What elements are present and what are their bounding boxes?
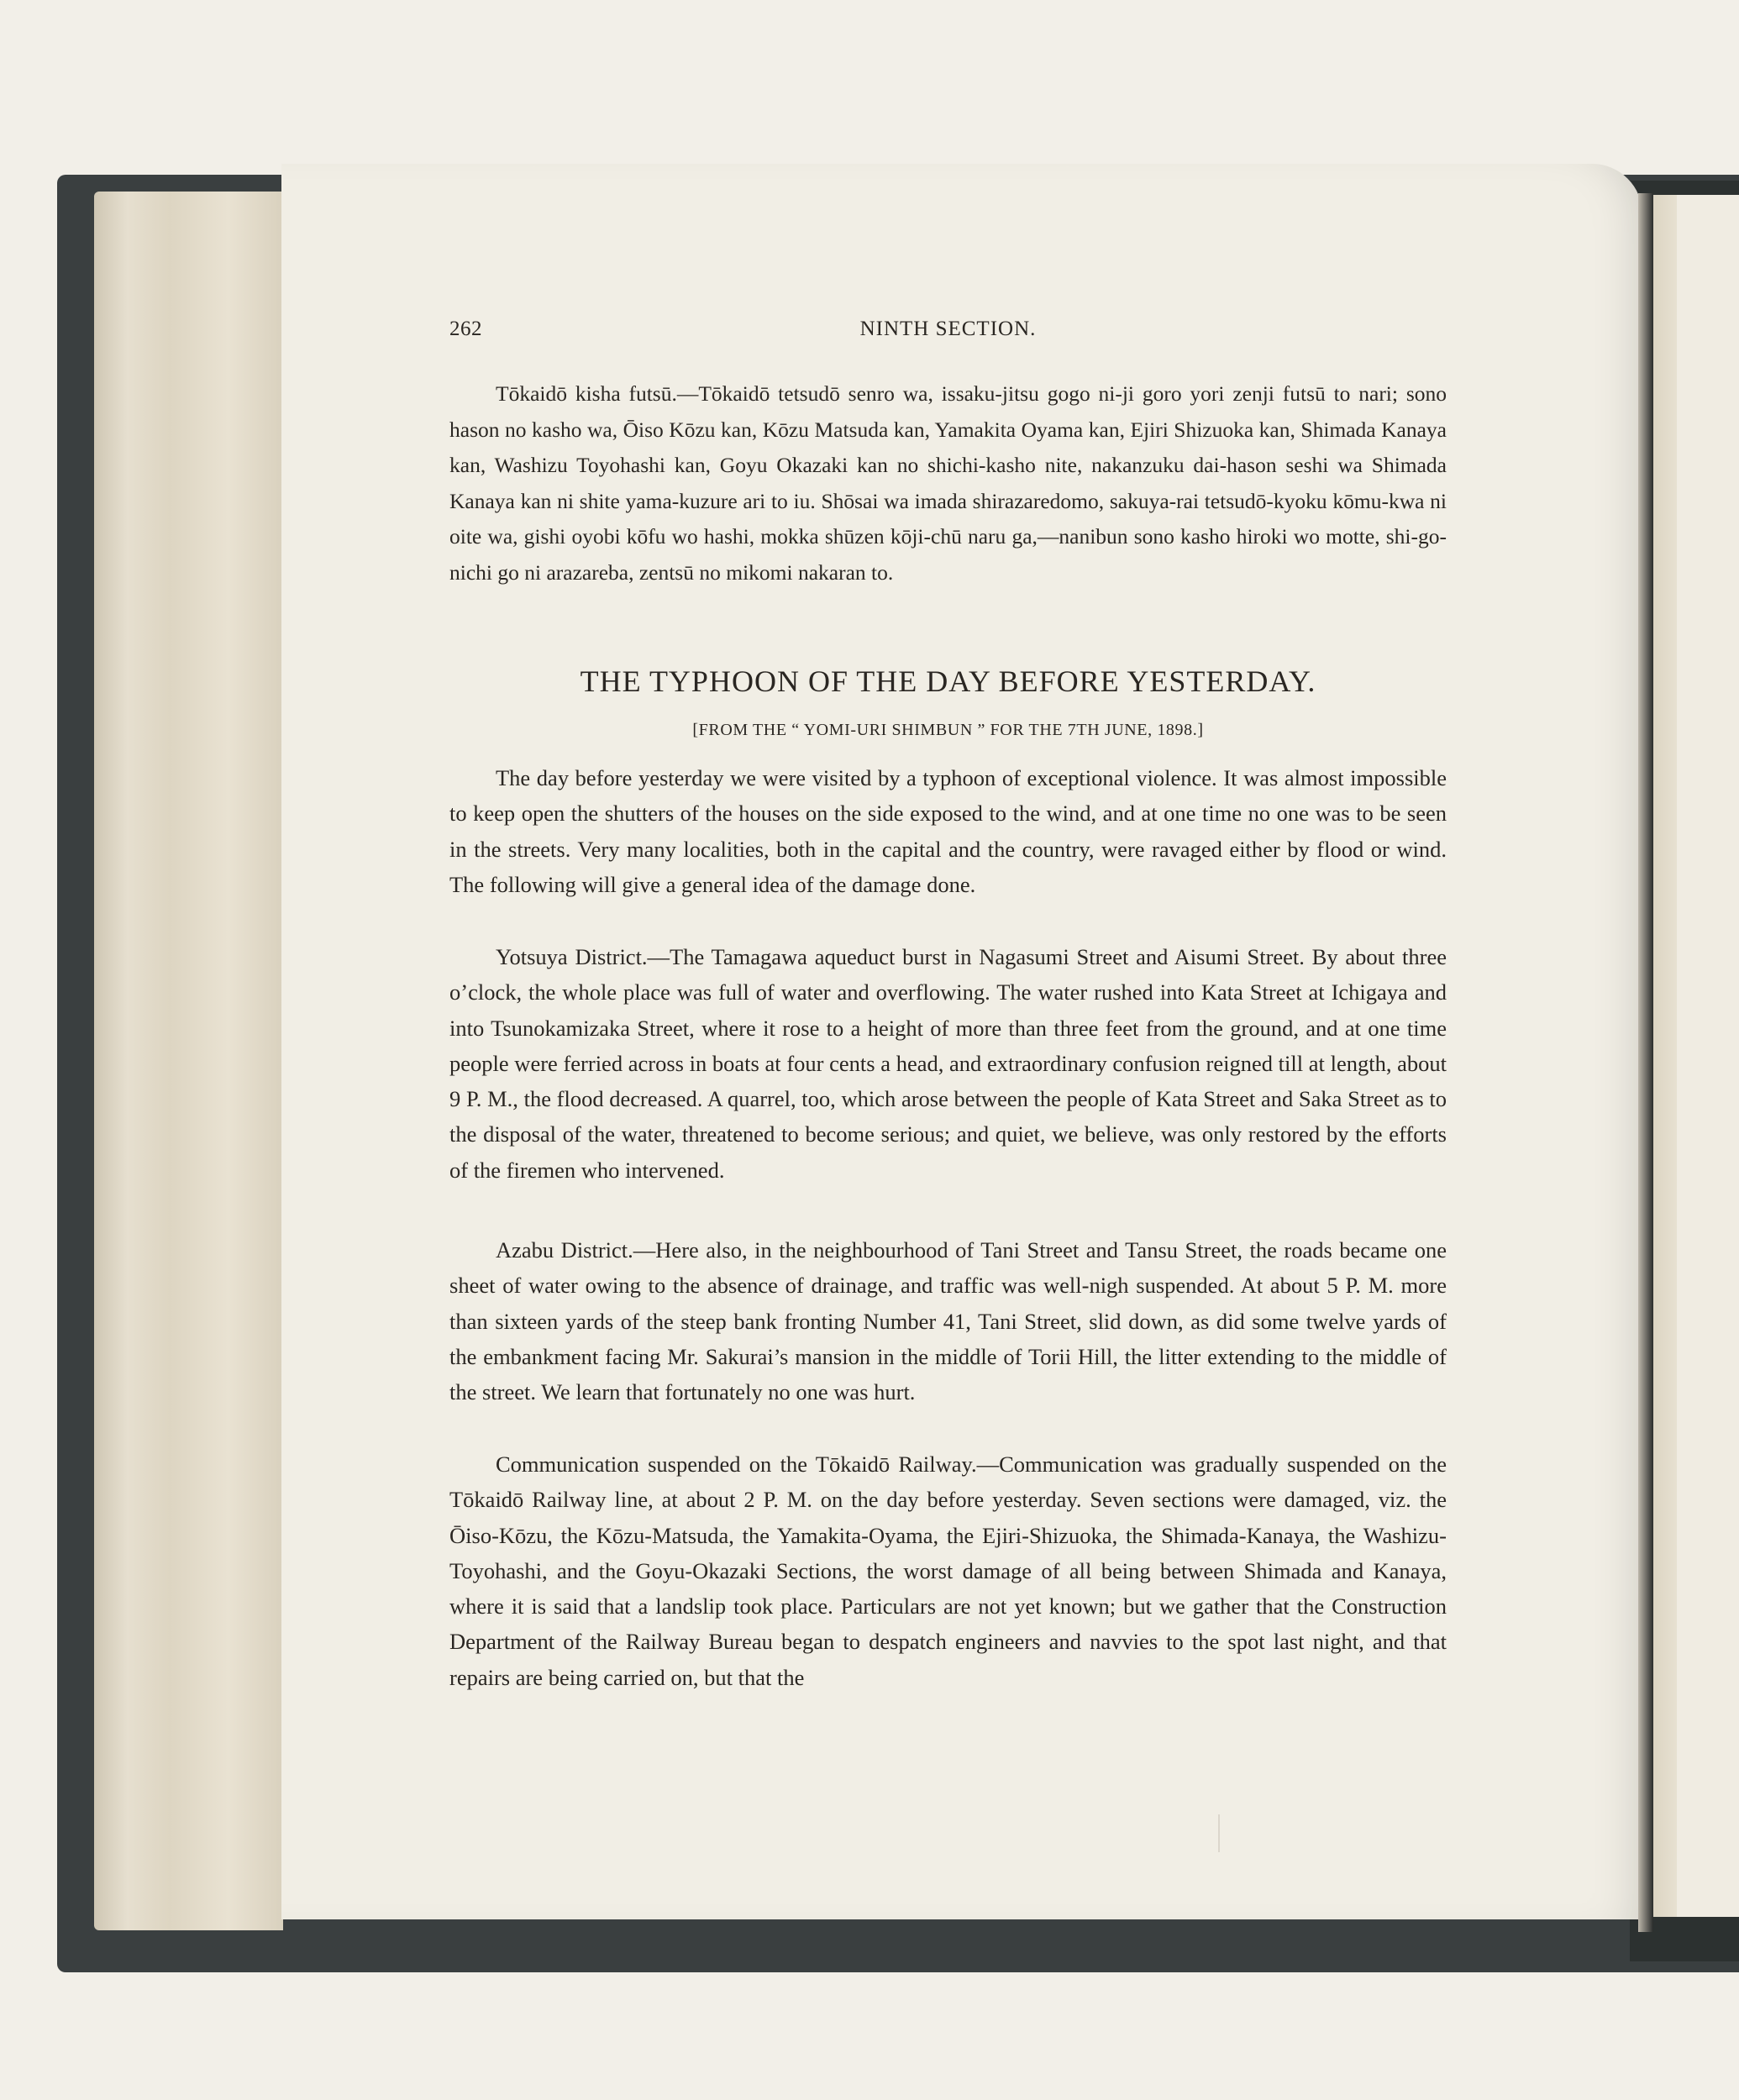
section-title: NINTH SECTION. xyxy=(859,318,1037,340)
paragraph-railway xyxy=(449,1446,1447,1695)
page-number: 262 xyxy=(449,318,482,340)
romaji-paragraph xyxy=(449,376,1447,591)
paragraph-text: Yotsuya District.—The Tamagawa aqueduct burst in Nagasumi Street and Aisumi Street. By about three o’clock, the whole place was full of water and overflowing. The water rushed into Kata Street at Ichigaya and into Tsunokamizaka Street, where it rose to a height of more than three feet from the ground, and at one time people were ferried across in boats at four cents a head, and extraordinary confusion reigned till at length, about 9 P. M., the flood decreased. A quarrel, too, which arose between the people of Kata Street and Saka Street as to the disposal of the water, threatened to become serious; and quiet, we believe, was only restored by the efforts of the firemen who intervened. xyxy=(449,944,1447,1183)
facing-page xyxy=(1677,195,1739,1917)
paragraph-text: Communication suspended on the Tōkaidō Railway.—Communication was gradually suspended on the Tōkaidō Railway line, at about 2 P. M. on the day before yesterday. Seven sections were damaged, viz. the Ōiso-Kōzu, the Kōzu-Matsuda, the Yamakita-Oyama, the Ejiri-Shizuoka, the Shimada-Kanaya, the Washizu-Toyohashi, and the Goyu-Okazaki Sections, the worst damage of all being between Shimada and Kanaya, where it is said that a landslip took place. Particulars are not yet known; but we gather that the Construction Department of the Railway Bureau began to despatch engineers and navvies to the spot last night, and that repairs are being carried on, but that the xyxy=(449,1452,1447,1690)
paragraph-text: The day before yesterday we were visited by a typhoon of exceptional violence. It was almost impossible to keep open the shutters of the houses on the side exposed to the wind, and at one time no one was to be seen in the streets. Very many localities, both in the capital and the country, were ravaged either by flood or wind. The following will give a general idea of the damage done. xyxy=(449,765,1447,897)
paper-mark xyxy=(1218,1814,1238,1852)
paragraph-text: Azabu District.—Here also, in the neighbourhood of Tani Street and Tansu Street, the roads became one sheet of water owing to the absence of drainage, and traffic was well-nigh suspended. At about 5 P. M. more than sixteen yards of the steep bank fronting Number 41, Tani Street, slid down, as did some twelve yards of the embankment facing Mr. Sakurai’s mansion in the middle of Torii Hill, the litter extending to the middle of the street. We learn that fortunately no one was hurt. xyxy=(449,1237,1447,1405)
book-gutter xyxy=(1638,193,1653,1932)
article-source: [FROM THE “ YOMI-URI SHIMBUN ” FOR THE 7TH JUNE, 1898.] xyxy=(692,721,1204,739)
paragraph-intro xyxy=(449,760,1447,902)
romaji-text: Tōkaidō kisha futsū.—Tōkaidō tetsudō senro wa, issaku-jitsu gogo ni-ji goro yori zenji futsū to nari; sono hason no kasho wa, Ōiso Kōzu kan, Kōzu Matsuda kan, Yamakita Oyama kan, Ejiri Shizuoka kan, Shimada Kanaya kan, Washizu Toyohashi kan, Goyu Okazaki kan no shichi-kasho nite, nakanzuku dai-hason seshi wa Shimada Kanaya kan ni shite yama-kuzure ari to iu. Shōsai wa imada shirazaredomo, sakuya-rai tetsudō-kyoku kōmu-kwa ni oite wa, gishi oyobi kōfu wo hashi, mokka shūzen kōji-chū naru ga,—nanibun sono kasho hiroki wo motte, shi-go-nichi go ni arazareba, zentsū no mikomi nakaran to. xyxy=(449,381,1447,585)
paragraph-azabu xyxy=(449,1232,1447,1410)
article-title: THE TYPHOON OF THE DAY BEFORE YESTERDAY. xyxy=(580,664,1316,698)
page-edges-left xyxy=(94,192,283,1930)
paragraph-yotsuya xyxy=(449,939,1447,1188)
